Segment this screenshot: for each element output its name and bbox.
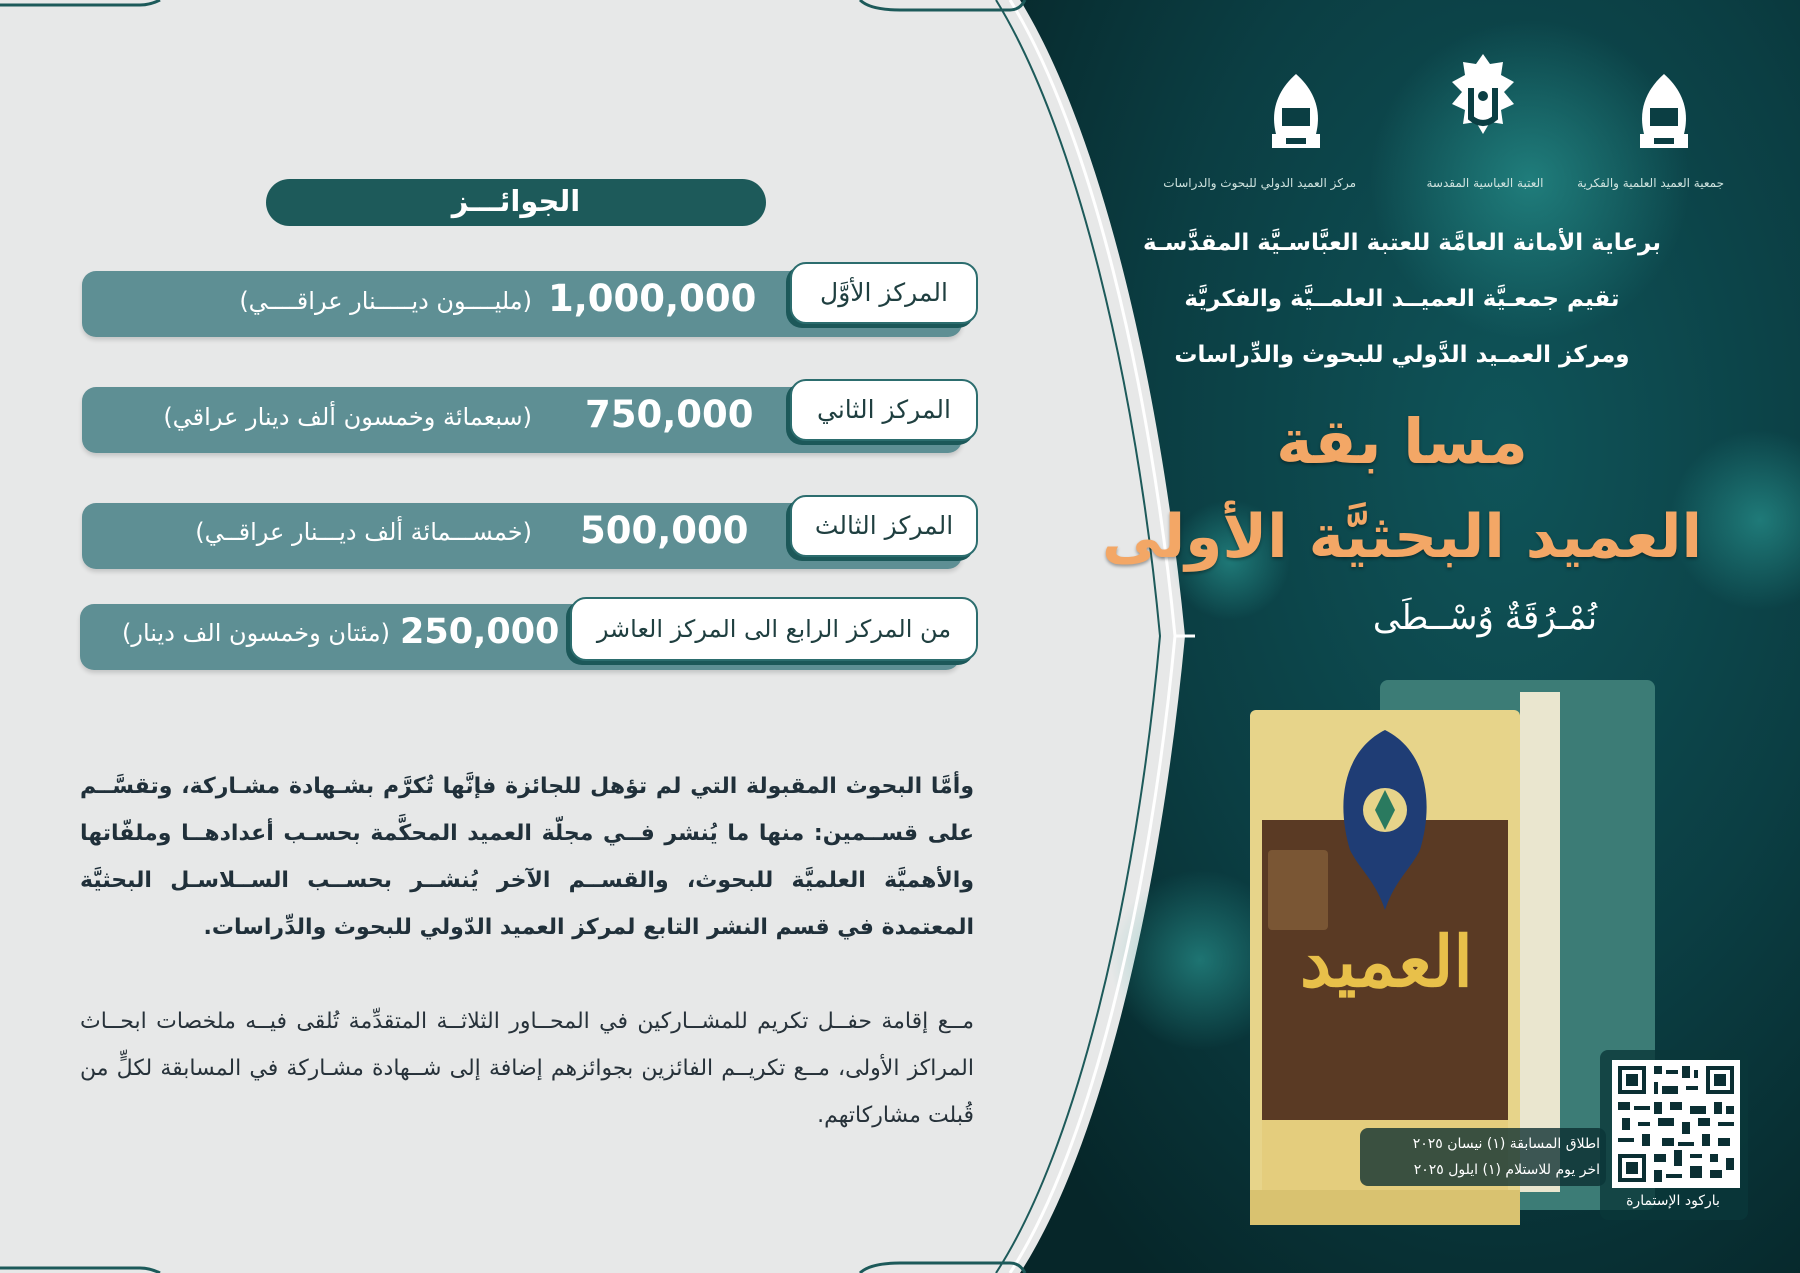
right-logo: [1624, 70, 1704, 160]
prizes-title: الجوائـــز: [266, 179, 766, 226]
center-logo-caption: العتبة العباسية المقدسة: [1426, 176, 1544, 190]
accepted-research-paragraph: وأمَّا البحوث المقبولة التي لم تؤهل للجائزة فإنَّها تُكرَّم بشـهادة مشـاركة، وتقسَّــم على قســمين: منها ما يُنشر فــي مجلّة العميد المحكَّمة بحسـب أعدادهــا وملفّاتها والأهميَّة العلميَّة للبحوث، والقســم الآخر يُنشــر بحســب الســلاسـل البحثيَّة المعتمدة في قسم النشر التابع لمركز العميد الدّولي للبحوث والدِّراسات.: [80, 774, 974, 940]
rank-tab-3: المركز الثالث: [790, 495, 978, 557]
launch-date: اطلاق المسابقة (١) نيسان ٢٠٢٥: [1412, 1136, 1600, 1152]
qr-code[interactable]: [1612, 1060, 1740, 1188]
center-logo: [1428, 48, 1538, 158]
left-logo: [1256, 70, 1336, 160]
dome-logo-icon: [1256, 70, 1336, 160]
prize-words-4: (مئتان وخمسون الف دينار): [122, 619, 390, 647]
prize-amount-3: 500,000: [580, 509, 749, 552]
header-line-2: تقيم جمعـيَّة العميــد العلمــيَّة والفكريَّة: [1184, 286, 1620, 312]
competition-title-line-2: العميد البحثيَّة الأولى: [1101, 502, 1703, 572]
rank-tab-1: المركز الأوَّل: [790, 262, 978, 324]
competition-slogan: نُمْـرُقَةٌ وُسْــطَى: [1372, 598, 1598, 638]
right-logo-caption: جمعية العميد العلمية والفكرية: [1577, 176, 1724, 190]
shrine-emblem-icon: [1428, 48, 1538, 158]
deadline-date: اخر يوم للاستلام (١) ايلول ٢٠٢٥: [1413, 1162, 1600, 1178]
prize-words-3: (خمســـمائة ألف ديـــنار عراقــي): [195, 518, 532, 546]
prize-amount-2: 750,000: [585, 393, 754, 436]
qr-caption: باركود الإستمارة: [1626, 1193, 1720, 1209]
rank-tab-2: المركز الثاني: [790, 379, 978, 441]
prize-amount-4: 250,000: [400, 612, 560, 652]
left-logo-caption: مركز العميد الدولي للبحوث والدراسات: [1163, 176, 1356, 190]
header-line-3: ومركز العمـيد الدَّولي للبحوث والدِّراسات: [1174, 342, 1630, 368]
competition-title-line-1: مسا بقة: [1276, 405, 1528, 478]
rank-tab-4: من المركز الرابع الى المركز العاشر: [570, 597, 978, 661]
qr-code-icon: [1614, 1062, 1738, 1186]
dome-logo-icon: [1624, 70, 1704, 160]
prize-words-2: (سبعمائة وخمسون ألف دينار عراقي): [163, 403, 532, 431]
prize-amount-1: 1,000,000: [548, 277, 757, 320]
prize-words-1: (مليــــون ديـــــنار عراقــــي): [239, 287, 532, 315]
header-line-1: برعاية الأمانة العامَّة للعتبة العبَّاسـيَّة المقدَّسـة: [1143, 230, 1661, 256]
ceremony-paragraph: مــع إقامة حفــل تكريم للمشــاركين في المحــاور الثلاثــة المتقدِّمة تُلقى فيــه ملخصات ابحــاث المراكز الأولى، مــع تكريــم الفائزين بجوائزهم إضافة إلى شــهادة مشـاركة في المسابقة لكلٍّ من قُبلت مشاركاتهم.: [80, 1009, 974, 1128]
book-cover-title: العميد: [1300, 920, 1473, 1003]
